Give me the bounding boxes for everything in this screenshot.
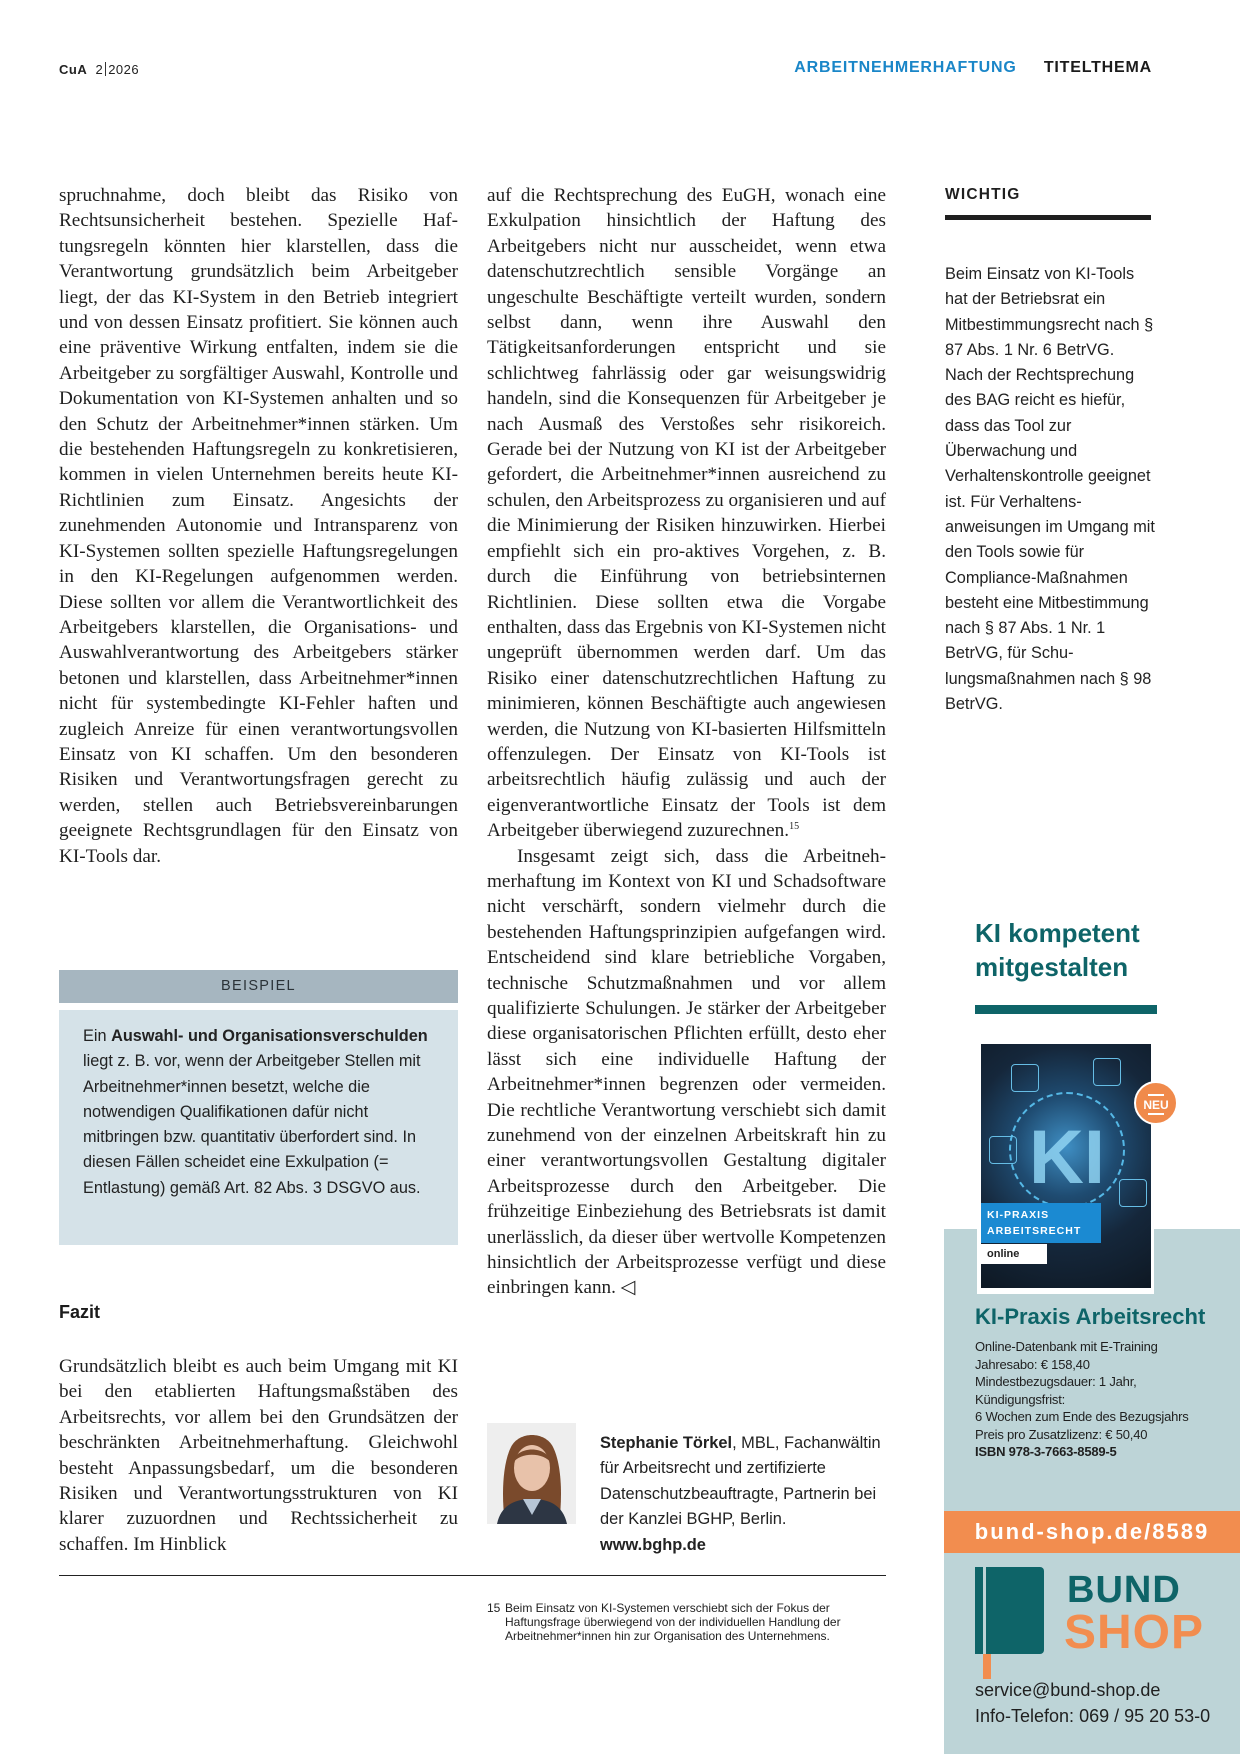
example-box-body [59, 1010, 458, 1245]
product-detail-line: Mindestbezugsdauer: 1 Jahr, [975, 1374, 1137, 1389]
middle-column [487, 183, 886, 1301]
footnote [487, 1601, 887, 1643]
example-intro: Ein [83, 1027, 112, 1045]
product-detail-line: Online-Datenbank mit E-Training [975, 1339, 1158, 1354]
shop-email-link[interactable]: service@bund-shop.de [975, 1680, 1161, 1700]
new-badge: NEU [1134, 1081, 1178, 1125]
section-title: ARBEITNEHMERHAFTUNG [794, 59, 1017, 76]
footnote-reference[interactable]: 15 [789, 821, 800, 833]
running-header-issue [59, 62, 139, 77]
product-isbn: ISBN 978-3-7663-8589-5 [975, 1444, 1117, 1459]
shop-phone: Info-Telefon: 069 / 95 20 53-0 [975, 1706, 1211, 1726]
fazit-column [59, 1354, 458, 1557]
body-paragraph: spruchnahme, doch bleibt das Risiko von Rechtsunsicherheit bestehen. Spezielle Haftungsregeln könnten hier klarstellen, dass die Verantwortung grundsätzlich beim Arbeitgeber liegt, der das KI-System in den Betrieb integriert und von dessen Einsatz profitiert. Sie können auch eine präventive Wirkung entfalten, indem sie die Arbeitgeber zu sorgfältiger Auswahl, Kontrolle und Dokumentation von KI-Systemen anhalten und so den Schutz der Arbeitnehmer*innen stärken. Um die bestehenden Haftungsregeln zu konkretisieren, kommen in vielen Unternehmen bereits heute KI-Richtlinien zum Einsatz. Angesichts der zunehmenden Autonomie und Intransparenz von KI-Systemen sollten spezielle Haftungsregelungen in den KI-Regelungen aufgenommen werden. Diese sollten vor allem die Verantwortlichkeit des Arbeitgebers klarstellen, die Organisations- und Auswahlverantwortung des Arbeitgebers stärker betonen und klarstellen, dass Arbeitnehmer*innen nicht für systembedingte KI-Fehler haften und zugleich Anreize für einen verantwortungsvollen Einsatz von KI schaffen. Um den besonderen Risiken und Verantwortungsfragen gerecht zu werden, stellen auch Betriebsvereinbarungen geeignete Rechtsgrundlagen für den Einsatz von KI-Tools dar. [59, 185, 458, 867]
cover-image [981, 1044, 1151, 1288]
issue-number: 2 [95, 62, 104, 77]
footnote-divider [59, 1575, 886, 1576]
author-bio [600, 1431, 890, 1558]
journal-name: CuA [59, 62, 88, 77]
running-header-section [794, 59, 1152, 77]
product-detail-line: Kündigungsfrist: [975, 1391, 1066, 1407]
paragraph-text: auf die Rechtsprechung des EuGH, wonach eine Exkulpation hinsichtlich der Haftung des Arbeitgebers nicht nur ausscheidet, wenn etwa datenschutzrechtlich sensible Vorgänge an ungeschulte Beschäftigte verteilt wurden, sondern selbst dann, wenn ihre Auswahl den Tätigkeitsanforderungen entspricht und sie schlichtweg fahrlässig oder gar weisungswidrig handeln, sind die Konsequenzen für Arbeitgeber je nach Ausmaß des Verstoßes sehr risikoreich. Gerade bei der Nutzung von KI ist der Arbeitgeber gefordert, die Arbeitnehmer*innen ausreichend zu schulen, den Arbeitsprozess zu organisieren und auf die Minimierung der Risiken hinzuwirken. Hierbei empfiehlt sich ein pro-aktives Vorgehen, z. B. durch die Einführung von betriebsinternen Richtlinien. Diese sollten etwa die Vorgabe enthalten, dass das Ergebnis von KI-Systemen nicht ungeprüft übernommen werden darf. Um das Risiko einer datenschutzrechtlichen Haftung zu minimieren, können Beschäftigte auch angewiesen werden, die Nutzung von KI-basierten Hilfsmitteln offenzulegen. Der Einsatz von KI-Tools ist arbeitsrechtlich häufig zulässig und auch der eigenverantwortliche Einsatz der Tools ist dem Arbeitgeber überwiegend zuzurechnen. [487, 185, 886, 842]
author-website-link[interactable]: www.bghp.de [600, 1535, 706, 1554]
issue-year: 2026 [108, 62, 140, 77]
ad-headline: KI kompetent mitgestalten [975, 918, 1140, 982]
bund-shop-book-logo-icon [975, 1567, 1044, 1654]
logo-text-shop: SHOP [1064, 1606, 1205, 1659]
sidebar-divider [945, 215, 1151, 220]
paragraph-text: Insgesamt zeigt sich, dass die Arbeitnehmerhaftung im Kontext von KI und Schadsoftware nicht verschärft, sondern vielmehr durch die bestehenden Haftungsprinzipien aufgefangen wird. Entscheidend sind klare betriebliche Vorgaben, technische Schutzmaßnahmen und vor allem qualifizierte Schulungen. Je stärker der Arbeitgeber diese organisatorischen Pflichten erfüllt, desto eher lässt sich eine individuelle Haftung der Arbeitnehmer*innen begrenzen oder vermeiden. Die rechtliche Verantwortung verschiebt sich damit zunehmend von der einzelnen Arbeitskraft hin zu einer verantwortungsvollen Gestaltung digitaler Arbeitsprozesse durch den Arbeitgeber. Die frühzeitige Einbeziehung des Betriebsrats ist damit unerlässlich, da dieser über wertvolle Kompetenzen hinsichtlich der Arbeitsprozesse verfügt und diese einbringen kann. [487, 845, 886, 1299]
author-portrait-icon [487, 1423, 576, 1524]
cover-online-tag: online [981, 1244, 1047, 1264]
shop-url-link[interactable]: bund-shop.de/8589 [944, 1511, 1240, 1553]
left-column [59, 183, 458, 869]
product-name[interactable]: KI-Praxis Arbeitsrecht [975, 1304, 1206, 1329]
product-cover[interactable] [977, 1040, 1154, 1294]
product-detail-line: Preis pro Zusatzlizenz: € 50,40 [975, 1426, 1148, 1442]
product-detail-line: Jahresabo: € 158,40 [975, 1356, 1090, 1372]
end-mark-icon: ◁ [620, 1277, 636, 1299]
topic-title: TITELTHEMA [1043, 59, 1152, 76]
body-paragraph [487, 844, 886, 1301]
head-icon [989, 1136, 1017, 1164]
footnote-text: Beim Einsatz von KI-Systemen verschiebt sich der Fokus der Haftungsfrage überwiegend von der individuellen Handlung der Arbeitnehmer*innen hin zur Organisation des Unternehmens. [505, 1601, 841, 1643]
footnote-number: 15 [487, 1601, 501, 1615]
cover-ki-letters: KI [1029, 1115, 1105, 1200]
example-text: liegt z. B. vor, wenn der Arbeitgeber Stellen mit Arbeitnehmer*innen besetzt, welche die notwendigen Qualifikationen dafür nicht mitbringen bzw. quantitativ überfordert sind. In diesen Fällen scheidet eine Exkulpation (= Entlastung) gemäß Art. 82 Abs. 3 DSGVO aus. [83, 1052, 421, 1197]
example-bold-term: Auswahl- und Organisationsverschulden [111, 1027, 428, 1045]
fazit-heading: Fazit [59, 1302, 101, 1322]
author-photo [487, 1423, 576, 1524]
author-description: , MBL, Fachanwältin für Arbeitsrecht und zertifizierte Datenschutzbeauftragte, Partnerin bei der Kanzlei BGHP, Berlin. [600, 1434, 881, 1529]
gavel-icon [1011, 1064, 1039, 1092]
document-icon [1119, 1179, 1147, 1207]
product-detail-line: 6 Wochen zum Ende des Bezugsjahrs [975, 1409, 1189, 1424]
author-name: Stephanie Törkel [600, 1434, 733, 1452]
sidebar-label: WICHTIG [945, 186, 1021, 203]
cover-title-tag: KI-PRAXIS ARBEITSRECHT [981, 1203, 1101, 1243]
example-box-label: BEISPIEL [59, 970, 458, 1003]
ad-headline-bar [975, 1005, 1157, 1014]
sidebar-text: Beim Einsatz von KI-Tools hat der Betriebsrat ein Mitbestimmungsrecht nach § 87 Abs. 1 Nr. 6 BetrVG. Nach der Rechtsprechung des BAG reicht es hiefür, dass das Tool zur Überwachung und Verhaltenskontrolle geeignet ist. Für Verhaltensanweisungen im Umgang mit den Tools sowie für Compliance-Maßnahmen besteht eine Mitbestimmung nach § 87 Abs. 1 Nr. 1 BetrVG, für Schulungsmaßnahmen nach § 98 BetrVG. [945, 265, 1155, 714]
scales-icon [1093, 1058, 1121, 1086]
product-details [975, 1338, 1230, 1461]
issue-separator [105, 62, 106, 76]
logo-text-bund: BUND [1067, 1569, 1181, 1611]
fazit-paragraph: Grundsätzlich bleibt es auch beim Umgang mit KI bei den etablierten Haftungsmaßstäben des Arbeitsrechts, vor allem bei den Grundsätzen der beschränkten Arbeitnehmerhaftung. Gleichwohl besteht Anpassungsbedarf, um die besonderen Risiken und Verantwortungsstrukturen von KI klarer zuzuordnen und Rechtssicherheit zu schaffen. Im Hinblick [59, 1356, 458, 1555]
body-paragraph [487, 183, 886, 844]
